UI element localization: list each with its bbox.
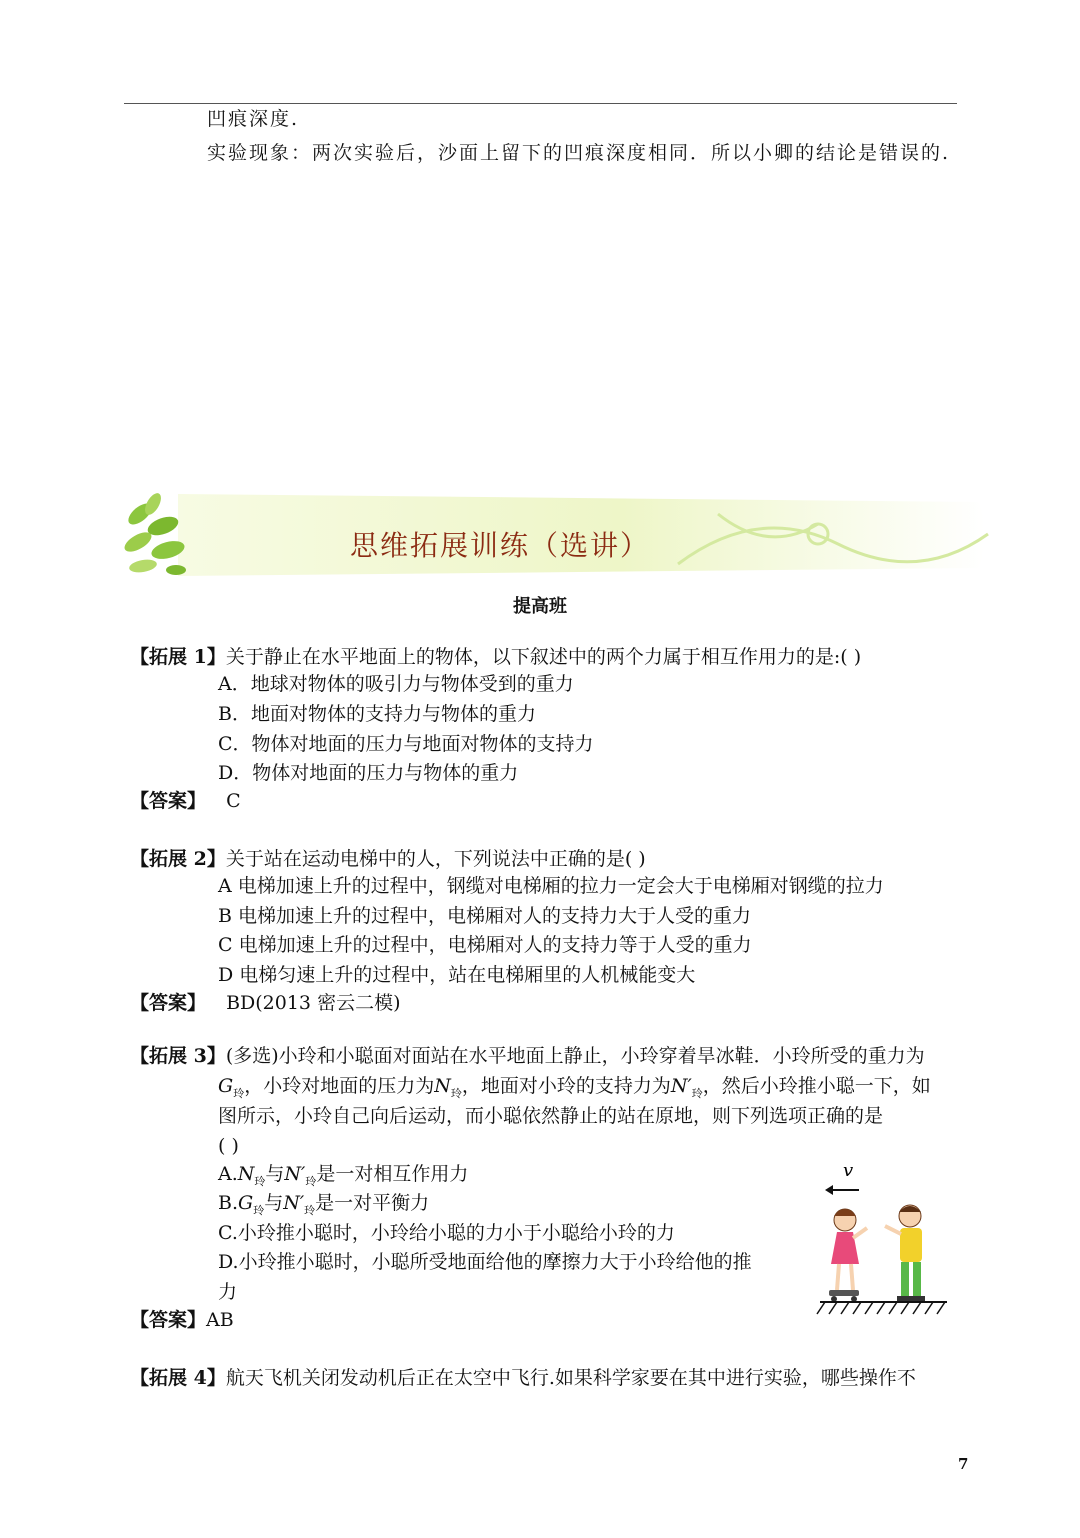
- q1-option-b: B．地面对物体的支持力与物体的重力: [218, 703, 536, 725]
- section-title: 思维拓展训练（选讲）: [349, 529, 650, 562]
- q1-stem: 关于静止在水平地面上的物体，以下叙述中的两个力属于相互作用力的是:( ): [225, 646, 862, 668]
- q3-opt-b-post: 是一对平衡力: [315, 1192, 430, 1214]
- q2-tag: 【拓展 2】: [130, 848, 226, 870]
- q3-stem-line-2: [218, 1073, 931, 1107]
- q2-stem-line: [130, 846, 646, 872]
- q3-answer: AB: [206, 1309, 234, 1331]
- q3-stem-line-4: ( ): [218, 1135, 239, 1157]
- q2-option-d: D 电梯匀速上升的过程中，站在电梯厢里的人机械能变大: [218, 964, 696, 986]
- sub-ling: 玲: [254, 1174, 266, 1188]
- carryover-line-2: 实验现象：两次实验后，沙面上留下的凹痕深度相同．所以小卿的结论是错误的.: [207, 142, 951, 164]
- q3-stem-line-3: 图所示，小玲自己向后运动，而小聪依然静止的站在原地，则下列选项正确的是: [218, 1105, 884, 1127]
- q3-figure-children-pushing: [815, 1160, 950, 1320]
- q1-option-d: D．物体对地面的压力与物体的重力: [218, 762, 519, 784]
- q1-option-a: A．地球对物体的吸引力与物体受到的重力: [218, 673, 574, 695]
- q2-answer: BD(2013 密云二模): [226, 992, 401, 1014]
- var-g: G: [218, 1075, 234, 1097]
- velocity-label: v: [843, 1160, 854, 1181]
- var-n: N: [434, 1075, 451, 1097]
- ground-hatching: [817, 1302, 945, 1314]
- q3-answer-line: [130, 1307, 234, 1333]
- q3-opt-b-pre: B.: [218, 1192, 239, 1214]
- q1-stem-line: [130, 644, 861, 670]
- q3-stem-line-1: [130, 1043, 925, 1069]
- var-n-prime: N′: [283, 1192, 305, 1214]
- q3-answer-tag: 【答案】: [130, 1309, 207, 1331]
- sub-ling: 玲: [691, 1086, 703, 1100]
- q2-option-b: B 电梯加速上升的过程中，电梯厢对人的支持力大于人受的重力: [218, 905, 752, 927]
- arrow-left-icon: [825, 1185, 833, 1195]
- sub-ling: 玲: [305, 1174, 317, 1188]
- q3-s2c: ，然后小玲推小聪一下，如: [702, 1075, 931, 1097]
- sub-ling: 玲: [253, 1203, 265, 1217]
- q4-tag: 【拓展 4】: [130, 1367, 226, 1389]
- var-n-prime: N′: [284, 1163, 306, 1185]
- q2-option-c: C 电梯加速上升的过程中，电梯厢对人的支持力等于人受的重力: [218, 934, 752, 956]
- q3-option-c: C.小玲推小聪时，小玲给小聪的力小于小聪给小玲的力: [218, 1222, 675, 1244]
- var-g: G: [238, 1192, 254, 1214]
- q3-tag: 【拓展 3】: [130, 1045, 226, 1067]
- boy-figure-icon: [885, 1205, 925, 1301]
- var-n-prime: N′: [670, 1075, 692, 1097]
- q4-stem-line: [130, 1365, 916, 1391]
- var-n: N: [237, 1163, 255, 1185]
- sub-ling: 玲: [304, 1203, 316, 1217]
- q3-stem-1: (多选)小玲和小聪面对面站在水平地面上静止，小玲穿着旱冰鞋．小玲所受的重力为: [225, 1045, 925, 1067]
- q1-answer: C: [226, 790, 241, 812]
- q1-option-c: C．物体对地面的压力与地面对物体的支持力: [218, 733, 594, 755]
- section-subtitle: 提高班: [513, 596, 567, 617]
- q1-answer-line: [130, 788, 241, 814]
- q3-opt-b-mid: 与: [264, 1192, 284, 1214]
- carryover-line-1: 凹痕深度.: [207, 108, 300, 130]
- q3-option-d-line-2: 力: [218, 1281, 238, 1303]
- q3-s2b: ，地面对小玲的支持力为: [461, 1075, 671, 1097]
- girl-figure-icon: [829, 1209, 867, 1302]
- q1-answer-tag: 【答案】: [130, 790, 207, 812]
- q2-option-a: A 电梯加速上升的过程中，钢缆对电梯厢的拉力一定会大于电梯厢对钢缆的拉力: [218, 875, 884, 897]
- q3-opt-a-pre: A.: [218, 1163, 238, 1185]
- sub-ling: 玲: [233, 1086, 245, 1100]
- q4-stem: 航天飞机关闭发动机后正在太空中飞行.如果科学家要在其中进行实验，哪些操作不: [225, 1367, 916, 1389]
- q3-option-b: [218, 1190, 429, 1224]
- q1-tag: 【拓展 1】: [130, 646, 226, 668]
- q2-answer-tag: 【答案】: [130, 992, 207, 1014]
- q2-stem: 关于站在运动电梯中的人，下列说法中正确的是( ): [225, 848, 646, 870]
- q3-option-d-line-1: D.小玲推小聪时，小聪所受地面给他的摩擦力大于小玲给他的推: [218, 1251, 752, 1273]
- q3-opt-a-mid: 与: [265, 1163, 285, 1185]
- q3-s2a: ，小玲对地面的压力为: [244, 1075, 435, 1097]
- q2-answer-line: [130, 990, 400, 1016]
- page-number: 7: [958, 1455, 969, 1473]
- q3-opt-a-post: 是一对相互作用力: [316, 1163, 469, 1185]
- sub-ling: 玲: [450, 1086, 462, 1100]
- header-rule: [124, 103, 957, 104]
